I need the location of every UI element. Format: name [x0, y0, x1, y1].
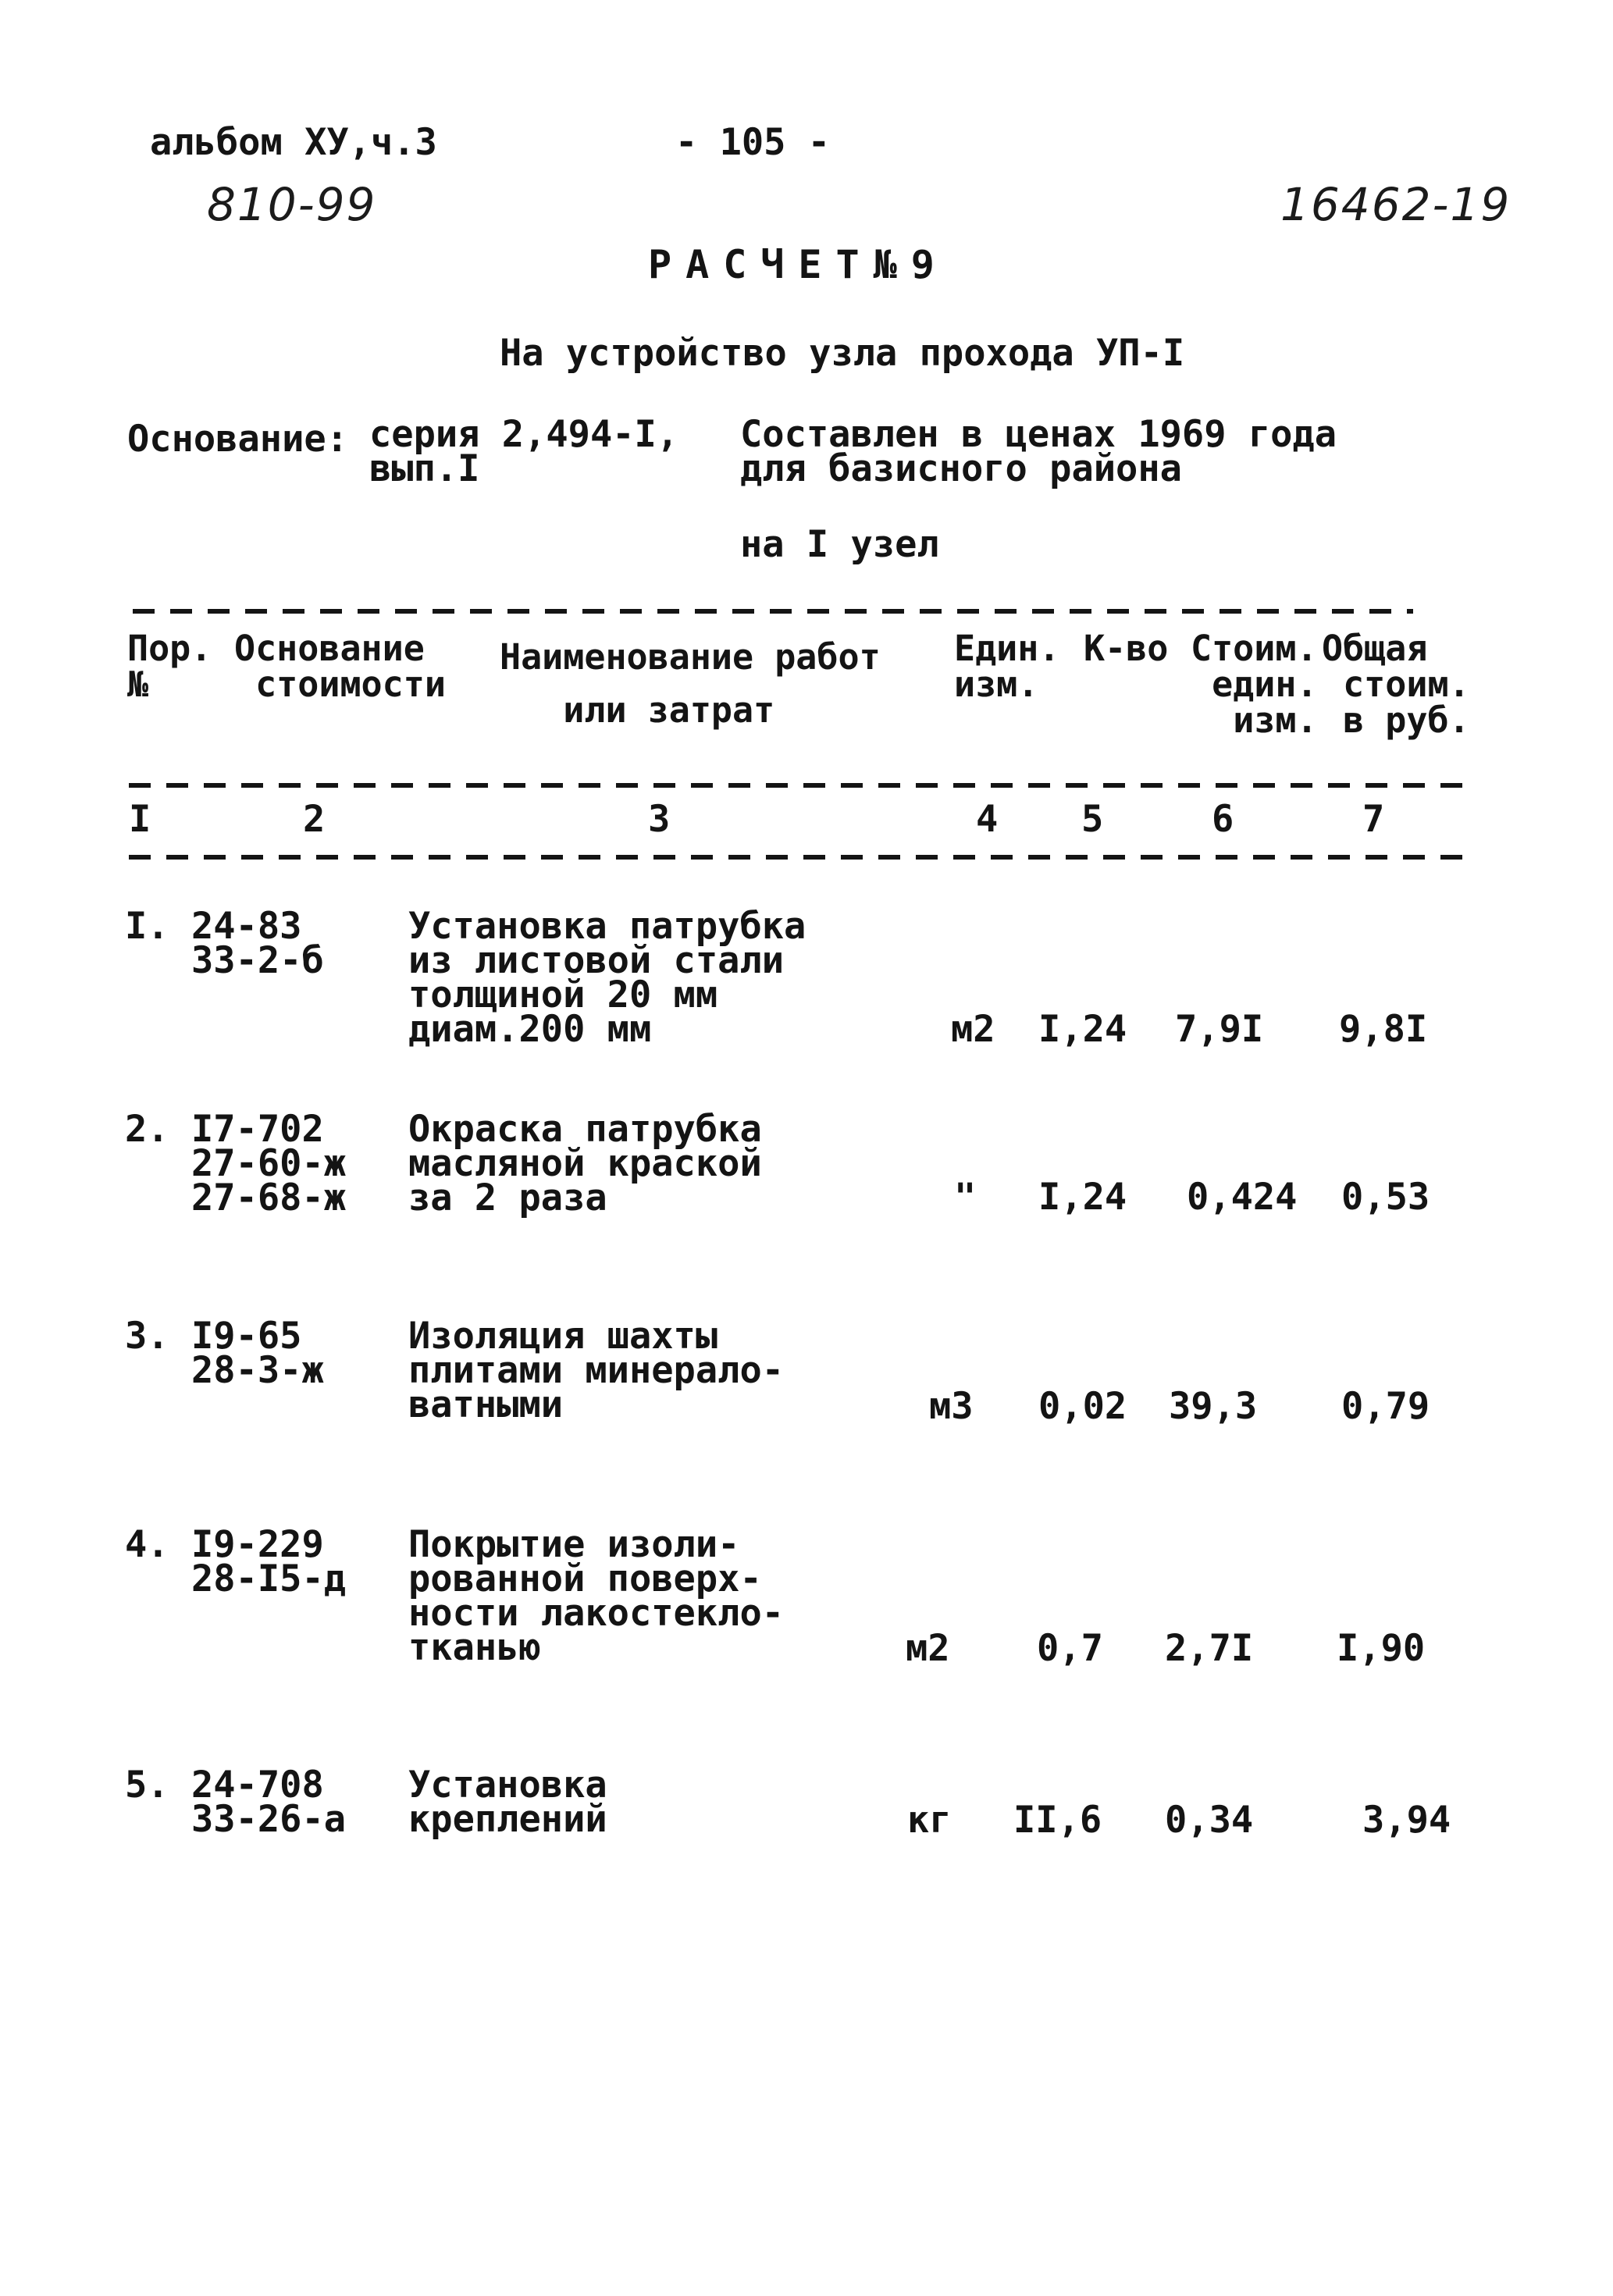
col-number-2: 2 — [303, 798, 326, 841]
col-number-3: 3 — [648, 798, 671, 841]
row-unit: м3 — [929, 1385, 974, 1428]
page-title: РАСЧЕТ№9 — [648, 242, 949, 287]
row-number: 3. — [125, 1315, 169, 1358]
col-number-4: 4 — [976, 798, 999, 841]
col-number-7: 7 — [1362, 798, 1385, 841]
row-name: Установка патрубка из листовой стали толщиной 20 мм диам.200 мм — [408, 905, 806, 1051]
page-subtitle: На устройство узла прохода УП-I — [500, 332, 1185, 375]
handwritten-right-note: 16462-19 — [1280, 178, 1512, 231]
row-unit: " — [954, 1176, 977, 1219]
basis-prices — [740, 413, 1337, 490]
row-unit-cost: 0,34 — [1165, 1799, 1254, 1842]
row-unit-cost: 2,7I — [1165, 1627, 1254, 1670]
row-name: Покрытие изоли- рованной поверх- ности лакостекло- тканью — [408, 1523, 785, 1669]
col-header-total: Общая стоим. в руб. — [1322, 628, 1470, 741]
basis-series — [369, 413, 679, 490]
row-basis: 24-708 33-26-а — [191, 1764, 347, 1841]
row-name: Окраска патрубка масляной краской за 2 раза — [408, 1108, 762, 1219]
header-bottom-rule — [129, 783, 1464, 788]
row-qty: I,24 — [1038, 1008, 1127, 1051]
basis-prices-line1: Составлен в ценах 1969 года — [740, 413, 1337, 456]
basis-label: Основание: — [127, 418, 348, 461]
row-qty: 0,7 — [1037, 1627, 1103, 1670]
row-unit: кг — [907, 1799, 952, 1842]
row-unit-cost: 7,9I — [1175, 1008, 1264, 1051]
per-unit-note: на I узел — [740, 523, 939, 566]
row-basis: I7-702 27-60-ж 27-68-ж — [191, 1108, 347, 1219]
col-header-basis: Основание стоимости — [234, 628, 446, 705]
row-unit: м2 — [906, 1627, 950, 1670]
row-qty: II,6 — [1013, 1799, 1102, 1842]
row-number: 5. — [125, 1764, 169, 1807]
row-unit-cost: 0,424 — [1187, 1176, 1298, 1219]
col-header-qty: К-во — [1084, 628, 1169, 669]
row-total: 3,94 — [1362, 1799, 1451, 1842]
row-basis: I9-65 28-3-ж — [191, 1315, 324, 1392]
page-number: - 105 - — [675, 121, 831, 164]
col-number-1: I — [129, 798, 151, 841]
row-total: 0,53 — [1341, 1176, 1430, 1219]
row-number: I. — [125, 905, 169, 948]
col-header-unit: Един. изм. — [954, 628, 1060, 705]
col-header-name: Наименование работ или затрат — [500, 636, 881, 731]
basis-prices-line2: для базисного района — [740, 447, 1182, 490]
handwritten-left-note: 810-99 — [207, 178, 377, 231]
row-number: 2. — [125, 1108, 169, 1151]
row-qty: 0,02 — [1038, 1385, 1127, 1428]
col-number-6: 6 — [1212, 798, 1234, 841]
basis-series-line2: вып.I — [369, 447, 480, 490]
row-name: Изоляция шахты плитами минерало- ватными — [408, 1315, 785, 1426]
row-basis: 24-83 33-2-б — [191, 905, 324, 982]
row-total: 9,8I — [1339, 1008, 1428, 1051]
col-number-5: 5 — [1081, 798, 1104, 841]
row-qty: I,24 — [1038, 1176, 1127, 1219]
row-unit-cost: 39,3 — [1169, 1385, 1258, 1428]
row-number: 4. — [125, 1523, 169, 1566]
row-total: 0,79 — [1341, 1385, 1430, 1428]
col-header-unit-cost: Стоим. един. изм. — [1191, 628, 1318, 741]
row-basis: I9-229 28-I5-д — [191, 1523, 347, 1600]
row-unit: м2 — [951, 1008, 995, 1051]
table-top-rule — [133, 609, 1413, 614]
col-header-no: Пор. № — [127, 628, 212, 705]
basis-series-line1: серия 2,494-I, — [369, 413, 679, 456]
album-reference: альбом ХУ,ч.3 — [150, 121, 437, 164]
column-numbers-rule — [129, 855, 1464, 860]
row-name: Установка креплений — [408, 1764, 607, 1841]
row-total: I,90 — [1337, 1627, 1426, 1670]
